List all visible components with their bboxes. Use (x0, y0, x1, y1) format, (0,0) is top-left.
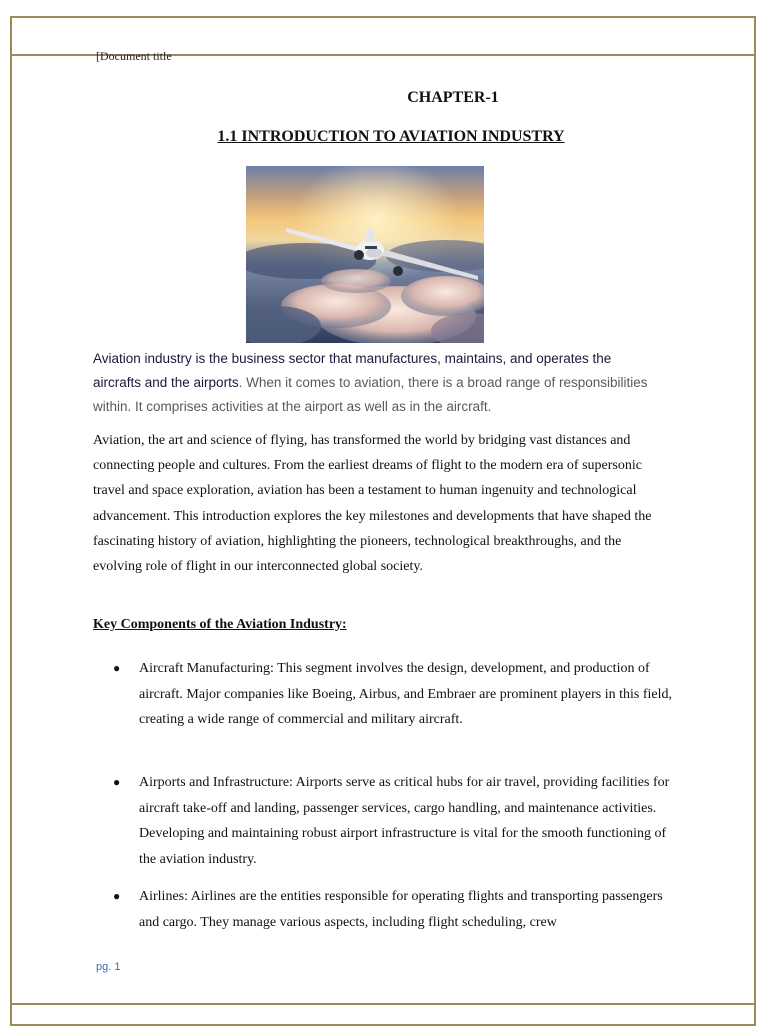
intro-light-text: . When it comes to aviation, there is a broad range of responsibilities within. It comprises activities at the airport as well as in the aircraft. (93, 375, 648, 414)
document-title-placeholder[interactable]: [Document title (96, 49, 172, 63)
bullet-icon: ● (113, 661, 121, 675)
airplane-above-clouds-illustration (246, 166, 484, 343)
intro-paragraph (93, 347, 663, 419)
airplane-hero-image (246, 166, 484, 343)
footer-divider (10, 1003, 756, 1005)
chapter-heading: CHAPTER-1 (407, 89, 499, 106)
section-title: 1.1 INTRODUCTION TO AVIATION INDUSTRY (217, 128, 565, 145)
bullet-icon: ● (113, 889, 121, 903)
key-components-heading: Key Components of the Aviation Industry: (93, 617, 347, 632)
bullet-icon: ● (113, 775, 121, 789)
list-item-text: Airports and Infrastructure: Airports serve as critical hubs for air travel, providing facilities for aircraft take-off and landing, passenger services, cargo handling, and maintenance activities. Developing and maintaining robust airport infrastructure is vital for the smooth functioning of the aviation industry. (139, 775, 670, 867)
intro-dark-text: Aviation industry is the business sector that manufactures, maintains, and operates the aircrafts and the airports (93, 351, 612, 390)
body-paragraph: Aviation, the art and science of flying, has transformed the world by bridging vast distances and connecting people and cultures. From the earliest dreams of flight to the modern era of supersonic travel and space exploration, aviation has been a testament to human ingenuity and technological advancement. This introduction explores the key milestones and developments that have shaped the fascinating history of aviation, highlighting the pioneers, technological breakthroughs, and the evolving role of flight in our interconnected global society. (93, 433, 652, 575)
page-number: pg. 1 (96, 961, 121, 973)
list-item-text: Aircraft Manufacturing: This segment involves the design, development, and production of aircraft. Major companies like Boeing, Airbus, and Embraer are prominent players in this field, creating a wide range of commercial and military aircraft. (139, 661, 673, 727)
list-item-text: Airlines: Airlines are the entities responsible for operating flights and transporting passengers and cargo. They manage various aspects, including flight scheduling, crew (139, 889, 663, 930)
